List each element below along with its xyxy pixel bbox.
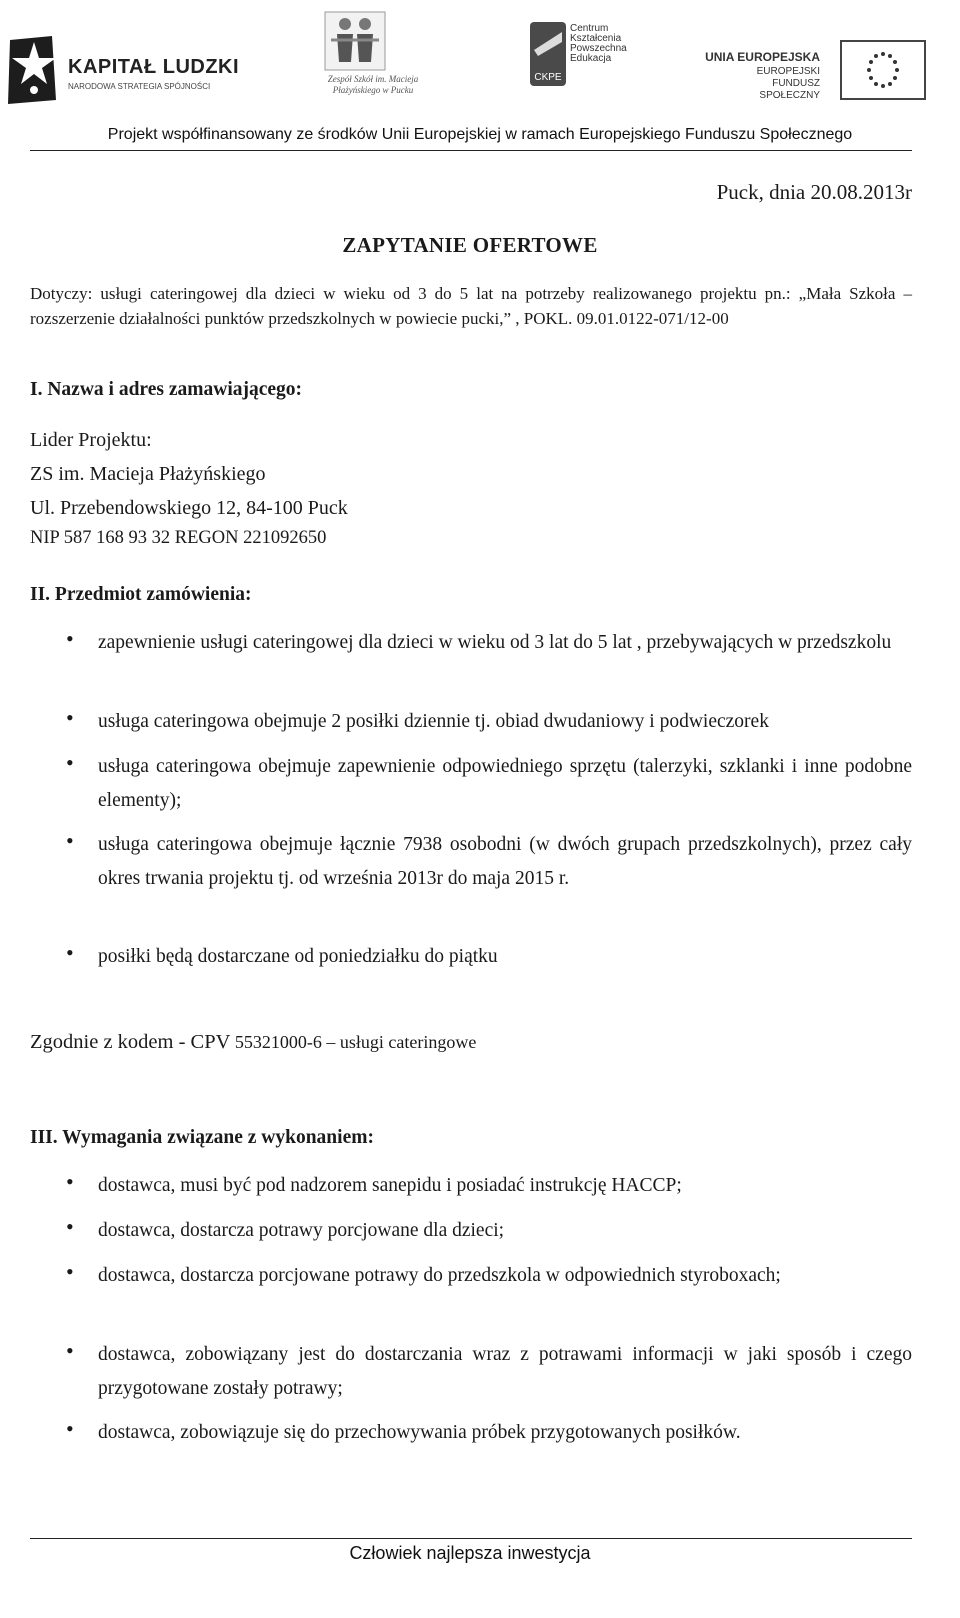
orderer-line: Lider Projektu: (30, 429, 152, 451)
school-caption: Zespół Szkół im. Macieja Płażyńskiego w Pucku (327, 74, 419, 95)
eu-subtitle: EUROPEJSKI FUNDUSZ SPOŁECZNY (756, 66, 820, 101)
cofinancing-note: Projekt współfinansowany ze środków Unii Europejskiej w ramach Europejskiego Funduszu Społecznego (107, 126, 853, 143)
list-item: • usługa cateringowa obejmuje łącznie 7938 osobodni (w dwóch grupach przedszkolnych), przez cały okres trwania projektu tj. od września 2013r do maja 2015 r. (30, 828, 912, 895)
list-item: • usługa cateringowa obejmuje zapewnienie odpowiedniego sprzętu (talerzyki, szklanki i inne podobne elementy); (30, 750, 912, 817)
orderer-line: Ul. Przebendowskiego 12, 84-100 Puck (30, 497, 348, 519)
orderer-line: ZS im. Macieja Płażyńskiego (30, 463, 266, 485)
eu-stars-icon (842, 42, 924, 98)
bullet-icon: • (66, 940, 74, 965)
list-item: • posiłki będą dostarczane od poniedziałku do piątku (30, 940, 912, 974)
cpv-code-line (30, 1031, 476, 1054)
ckpe-logo (528, 20, 658, 92)
kapital-ludzki-subtitle: NARODOWA STRATEGIA SPÓJNOŚCI (68, 82, 211, 91)
document-title: ZAPYTANIE OFERTOWE (342, 233, 598, 257)
school-emblem-icon (323, 10, 433, 72)
bullet-icon: • (66, 1259, 74, 1284)
bullet-icon: • (66, 626, 74, 651)
orderer-line: NIP 587 168 93 32 REGON 221092650 (30, 528, 327, 548)
orderer-address (30, 423, 348, 551)
footer-divider (30, 1538, 912, 1539)
ckpe-text: Centrum Kształcenia Powszechna Edukacja (570, 23, 627, 64)
list-item: • dostawca, musi być pod nadzorem sanepidu i posiadać instrukcję HACCP; (30, 1169, 912, 1203)
list-item: • usługa cateringowa obejmuje 2 posiłki dziennie tj. obiad dwudaniowy i podwieczorek (30, 705, 912, 739)
eu-title: UNIA EUROPEJSKA (705, 50, 820, 64)
eu-logo (705, 38, 928, 108)
kapital-ludzki-name: KAPITAŁ LUDZKI (68, 56, 240, 78)
list-item: • dostawca, zobowiązany jest do dostarczania wraz z potrawami informacji w jaki sposób i czego przygotowane zostały potrawy; (30, 1338, 912, 1405)
header-divider (30, 150, 912, 151)
list-item: • dostawca, zobowiązuje się do przechowywania próbek przygotowanych posiłków. (30, 1416, 912, 1450)
bullet-icon: • (66, 750, 74, 775)
footer-slogan: Człowiek najlepsza inwestycja (349, 1543, 591, 1563)
cpv-code: 55321000-6 – usługi cateringowe (230, 1032, 477, 1052)
bullet-icon: • (66, 1416, 74, 1441)
section-1-heading: I. Nazwa i adres zamawiającego: (30, 379, 303, 400)
eu-flag-icon (840, 40, 926, 100)
logo-bar (0, 0, 960, 130)
list-item: • dostawca, dostarcza potrawy porcjowane dla dzieci; (30, 1214, 912, 1248)
place-date: Puck, dnia 20.08.2013r (716, 180, 912, 204)
ckpe-badge-text: CKPE (534, 72, 562, 83)
kapital-ludzki-emblem-icon (6, 34, 62, 106)
school-logo (318, 10, 438, 120)
list-item: • zapewnienie usługi cateringowej dla dzieci w wieku od 3 lat do 5 lat , przebywających w przedszkolu (30, 626, 912, 660)
section-2-heading: II. Przedmiot zamówienia: (30, 584, 252, 605)
kapital-ludzki-logo (6, 34, 240, 106)
ckpe-emblem-icon (528, 20, 568, 88)
bullet-icon: • (66, 705, 74, 730)
bullet-icon: • (66, 1338, 74, 1363)
cpv-prefix: Zgodnie z kodem - CPV (30, 1031, 231, 1053)
concerning-paragraph: Dotyczy: usługi cateringowej dla dzieci w wieku od 3 do 5 lat na potrzeby realizowanego projektu pn.: „Mała Szkoła – rozszerzenie działalności punktów przedszkolnych w powiecie pucki,” , POKL. 09.01.0122-071/12-00 (30, 284, 912, 328)
bullet-icon: • (66, 828, 74, 853)
bullet-icon: • (66, 1214, 74, 1239)
section-3-heading: III. Wymagania związane z wykonaniem: (30, 1127, 374, 1148)
list-item: • dostawca, dostarcza porcjowane potrawy do przedszkola w odpowiednich styroboxach; (30, 1259, 912, 1293)
bullet-icon: • (66, 1169, 74, 1194)
